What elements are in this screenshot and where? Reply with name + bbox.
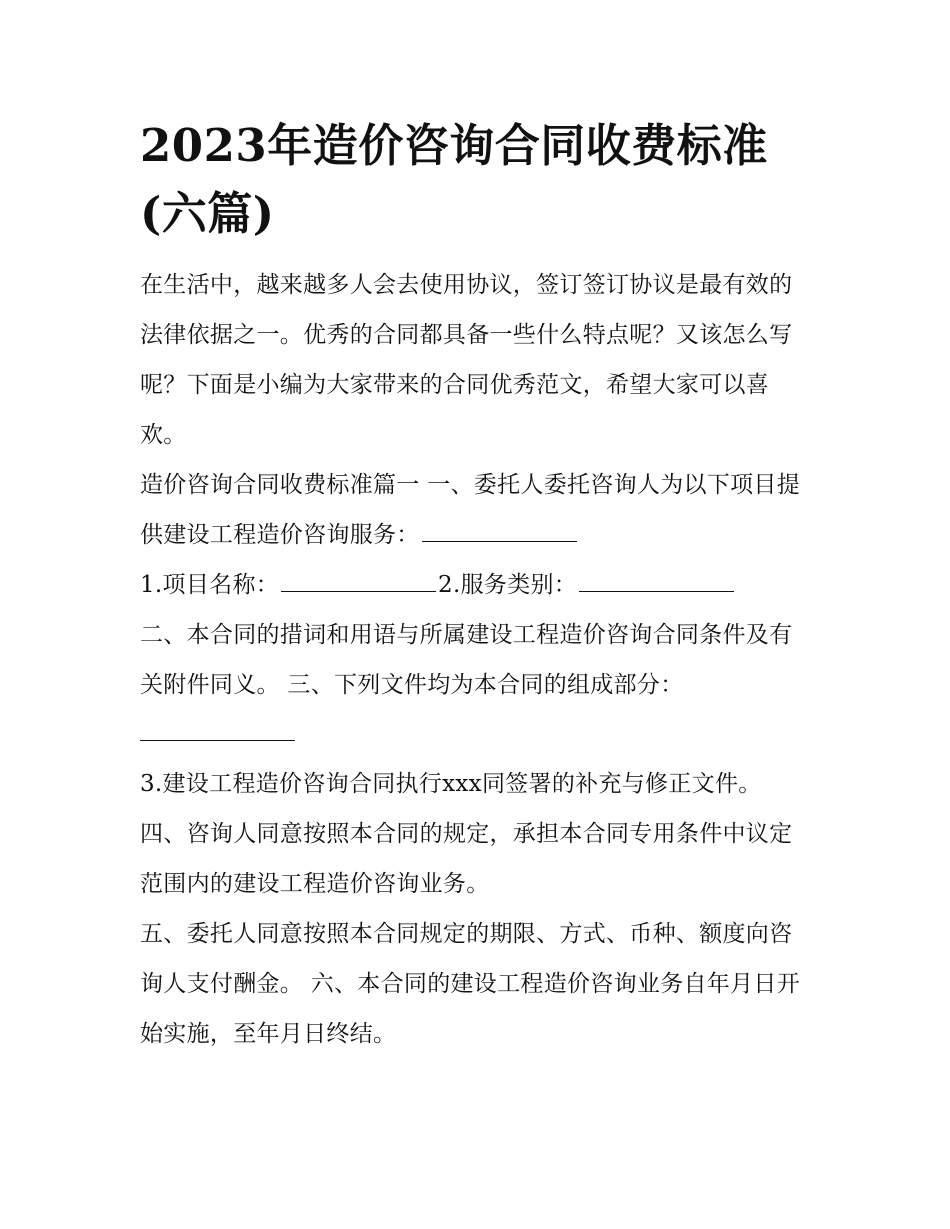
paragraph-6: 五、委托人同意按照本合同规定的期限、方式、币种、额度向咨询人支付酬金。 六、本合同的建设工程造价咨询业务自年月日开始实施，至年月日终结。 (140, 921, 801, 1047)
fill-blank (579, 590, 734, 592)
paragraph-4: 3.建设工程造价咨询合同执行xxx同签署的补充与修正文件。 (140, 771, 762, 797)
paragraph-3: 二、本合同的措词和用语与所属建设工程造价咨询合同条件及有关附件同义。 三、下列文件均为本合同的组成部分： (140, 622, 793, 698)
paragraph-1 (140, 460, 812, 560)
document-page (140, 112, 812, 1059)
service-type-label: 2.服务类别： (438, 572, 578, 598)
fill-blank (422, 540, 577, 542)
project-name-label: 1.项目名称： (140, 572, 280, 598)
fill-blank-line (140, 740, 295, 741)
paragraph-2 (140, 560, 812, 610)
paragraph-5: 四、咨询人同意按照本合同的规定，承担本合同专用条件中议定范围内的建设工程造价咨询业务。 (140, 821, 793, 897)
fill-blank (281, 590, 436, 592)
intro-paragraph: 在生活中，越来越多人会去使用协议，签订签订协议是最有效的法律依据之一。优秀的合同都具备一些什么特点呢？又该怎么写呢？下面是小编为大家带来的合同优秀范文，希望大家可以喜欢。 (140, 272, 793, 448)
paragraph-1-text: 造价咨询合同收费标准篇一 一、委托人委托咨询人为以下项目提供建设工程造价咨询服务： (140, 472, 801, 548)
document-title: 2023年造价咨询合同收费标准(六篇) (140, 119, 768, 240)
